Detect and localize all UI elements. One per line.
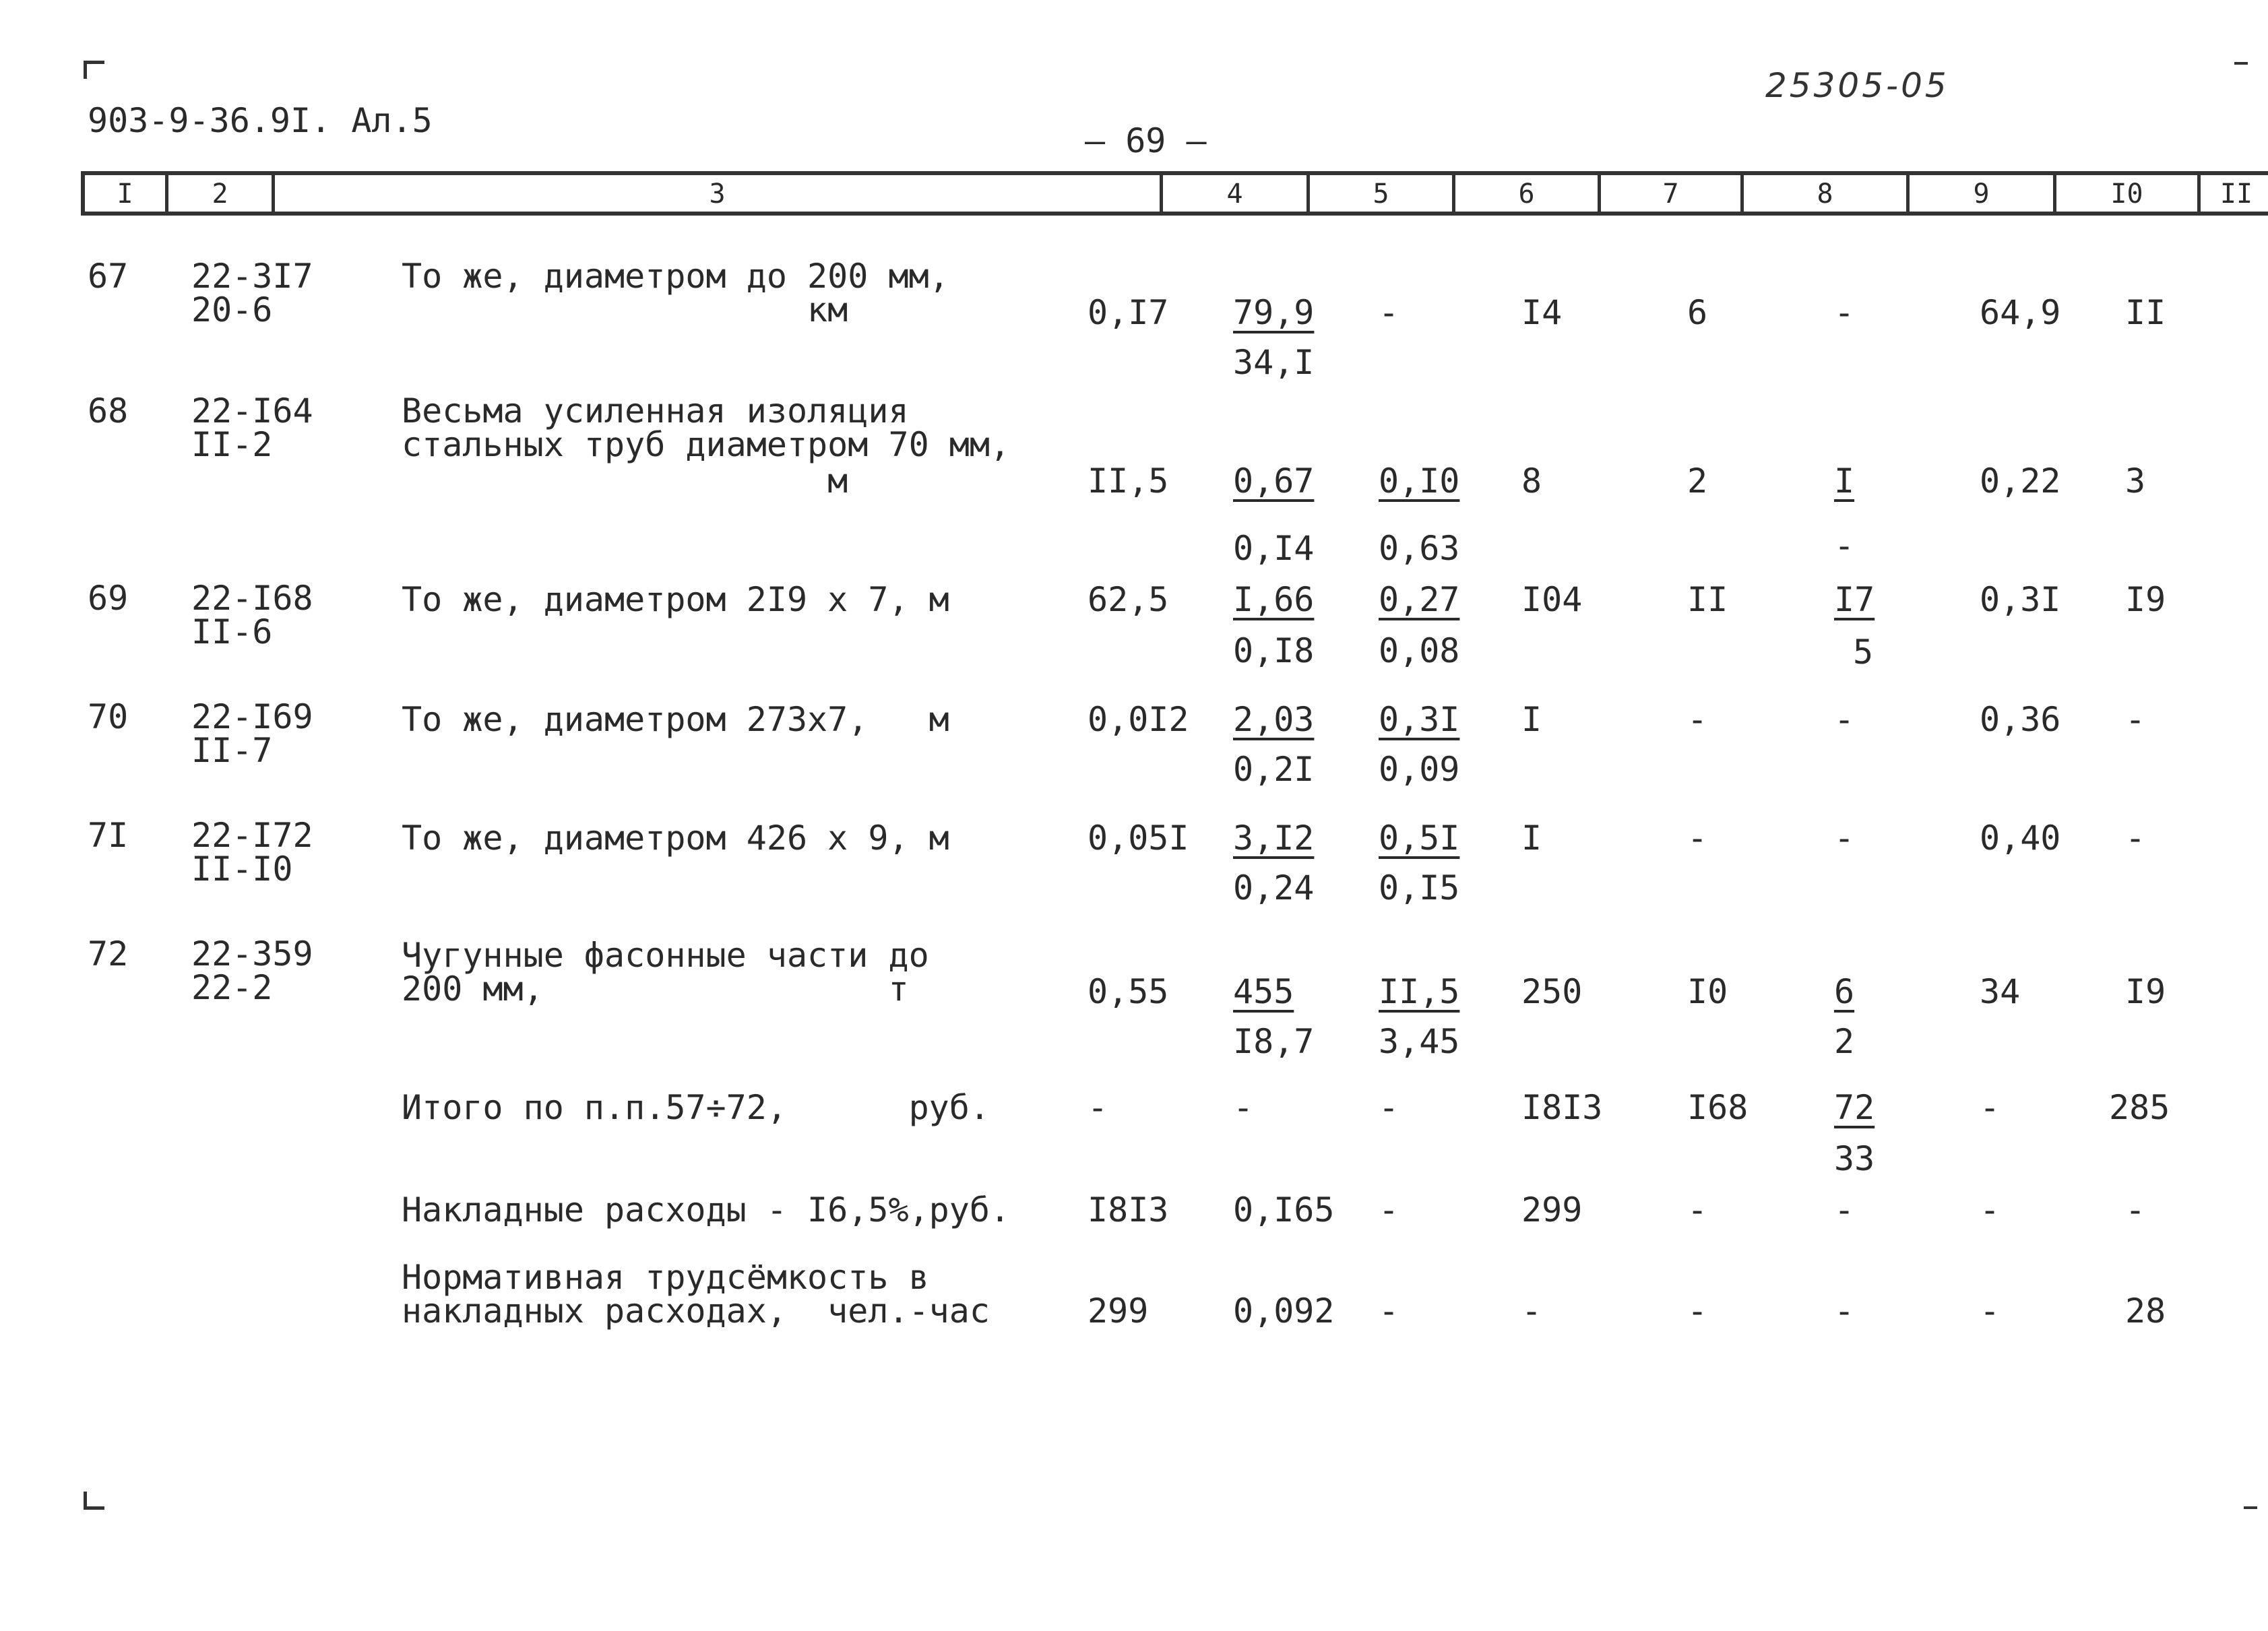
rate-code-line-1: 22-359	[191, 934, 313, 973]
col-8-value: -	[1687, 1291, 1708, 1331]
rate-code-line-2: II-2	[191, 425, 273, 464]
rate-code-line-1: 22-I72	[191, 816, 313, 855]
col-9-numerator: I	[1834, 461, 1855, 501]
description-line-1: Накладные расходы - I6,5%,руб.	[402, 1190, 1011, 1229]
col-8-value: I68	[1687, 1088, 1749, 1127]
col-8-value: II	[1687, 580, 1728, 619]
col-7-value: 250	[1521, 972, 1583, 1011]
description-line-2: 200 мм, т	[402, 969, 909, 1009]
col-9-numerator: -	[1834, 700, 1855, 739]
col-5-denominator: 0,I4	[1233, 529, 1315, 568]
col-10-value: 0,36	[1980, 700, 2061, 739]
document-code: 903-9-36.9I. Ал.5	[88, 101, 433, 140]
col-5-numerator: -	[1233, 1088, 1254, 1127]
col-10-value: -	[1980, 1291, 2001, 1331]
description-line-1: То же, диаметром до 200 мм,	[402, 257, 949, 296]
col-4-value: II,5	[1088, 461, 1169, 501]
col-6-denominator: 0,63	[1379, 529, 1460, 568]
description-line-1: То же, диаметром 2I9 х 7, м	[402, 580, 949, 619]
col-9-denominator: 5	[1853, 633, 1874, 672]
column-header-6: 6	[1455, 175, 1601, 212]
column-header-8: 8	[1744, 175, 1910, 212]
col-6-denominator: 0,09	[1379, 750, 1460, 789]
col-10-value: 0,40	[1980, 819, 2061, 858]
col-7-value: I4	[1521, 293, 1563, 332]
rate-code-line-2: 20-6	[191, 290, 273, 329]
col-5-denominator: 34,I	[1233, 343, 1315, 382]
description-line-2: км	[402, 290, 848, 329]
column-header-3: 3	[275, 175, 1163, 212]
col-8-value: -	[1687, 700, 1708, 739]
rate-code-line-1: 22-I64	[191, 391, 313, 430]
col-4-value: 0,05I	[1088, 819, 1189, 858]
col-5-numerator: 0,67	[1233, 461, 1315, 501]
col-10-value: -	[1980, 1088, 2001, 1127]
col-10-value: 34	[1980, 972, 2021, 1011]
col-11-value: -	[2125, 700, 2146, 739]
page-number: — 69 —	[1085, 121, 1207, 160]
corner-mark-bottom-left	[84, 1492, 104, 1510]
handwritten-code: 25305-05	[1765, 66, 1949, 105]
description-line-3: м	[402, 461, 848, 501]
description-line-1: То же, диаметром 426 х 9, м	[402, 819, 949, 858]
col-10-value: 0,22	[1980, 461, 2061, 501]
col-6-numerator: 0,27	[1379, 580, 1460, 619]
rate-code-line-2: II-I0	[191, 850, 293, 889]
col-11-value: -	[2125, 1190, 2146, 1229]
col-5-numerator: 0,092	[1233, 1291, 1335, 1331]
col-7-value: 8	[1521, 461, 1542, 501]
description-line-1: Чугунные фасонные части до	[402, 936, 929, 975]
col-9-denominator: 2	[1834, 1022, 1855, 1061]
row-number: 72	[88, 934, 129, 973]
description-line-1: Весьма усиленная изоляция	[402, 391, 909, 430]
col-9-denominator: 33	[1834, 1139, 1875, 1178]
description-line-1: То же, диаметром 273х7, м	[402, 700, 949, 739]
col-7-value: I04	[1521, 580, 1583, 619]
col-5-numerator: 455	[1233, 972, 1294, 1011]
col-4-value: I8I3	[1088, 1190, 1169, 1229]
col-5-denominator: 0,24	[1233, 868, 1315, 907]
column-header-1: I	[85, 175, 168, 212]
col-6-numerator: -	[1379, 1088, 1399, 1127]
col-5-numerator: 3,I2	[1233, 819, 1315, 858]
col-4-value: -	[1088, 1088, 1108, 1127]
col-5-numerator: 0,I65	[1233, 1190, 1335, 1229]
description-line-2: стальных труб диаметром 70 мм,	[402, 425, 1011, 464]
col-6-numerator: 0,5I	[1379, 819, 1460, 858]
description-line-2: накладных расходах, чел.-час	[402, 1291, 990, 1331]
col-11-value: 285	[2109, 1088, 2170, 1127]
col-7-value: -	[1521, 1291, 1542, 1331]
col-5-numerator: 2,03	[1233, 700, 1315, 739]
col-5-denominator: I8,7	[1233, 1022, 1315, 1061]
col-7-value: 299	[1521, 1190, 1583, 1229]
col-6-numerator: 0,3I	[1379, 700, 1460, 739]
col-4-value: 62,5	[1088, 580, 1169, 619]
column-header-5: 5	[1310, 175, 1455, 212]
rate-code-line-1: 22-I68	[191, 579, 313, 618]
col-4-value: 299	[1088, 1291, 1149, 1331]
col-5-denominator: 0,2I	[1233, 750, 1315, 789]
col-6-numerator: -	[1379, 1190, 1399, 1229]
col-9-numerator: I7	[1834, 580, 1875, 619]
col-11-value: I9	[2125, 580, 2166, 619]
col-9-numerator: -	[1834, 293, 1855, 332]
col-4-value: 0,0I2	[1088, 700, 1189, 739]
col-7-value: I	[1521, 819, 1542, 858]
col-9-numerator: -	[1834, 819, 1855, 858]
col-9-numerator: 6	[1834, 972, 1855, 1011]
rate-code-line-2: II-7	[191, 731, 273, 770]
description-line-1: Нормативная трудсёмкость в	[402, 1258, 929, 1297]
col-4-value: 0,55	[1088, 972, 1169, 1011]
row-number: 7I	[88, 816, 129, 855]
col-7-value: I8I3	[1521, 1088, 1603, 1127]
col-11-value: II	[2125, 293, 2166, 332]
col-9-denominator: -	[1834, 526, 1855, 565]
col-6-denominator: 0,08	[1379, 631, 1460, 670]
col-10-value: 0,3I	[1980, 580, 2061, 619]
col-9-numerator: -	[1834, 1291, 1855, 1331]
column-header-11: II	[2219, 179, 2253, 210]
corner-tick-bottom-right	[2244, 1506, 2257, 1509]
col-11-value: I9	[2125, 972, 2166, 1011]
col-9-numerator: -	[1834, 1190, 1855, 1229]
row-number: 69	[88, 579, 129, 618]
rate-code-line-1: 22-3I7	[191, 257, 313, 296]
column-header-9: 9	[1910, 175, 2056, 212]
column-header-7: 7	[1601, 175, 1744, 212]
col-9-numerator: 72	[1834, 1088, 1875, 1127]
col-5-numerator: 79,9	[1233, 293, 1315, 332]
col-6-denominator: 3,45	[1379, 1022, 1460, 1061]
col-6-numerator: -	[1379, 1291, 1399, 1331]
description-line-1: Итого по п.п.57÷72, руб.	[402, 1088, 990, 1127]
col-7-value: I	[1521, 700, 1542, 739]
col-8-value: 2	[1687, 461, 1708, 501]
column-header-10: I0	[2056, 175, 2201, 212]
col-11-value: -	[2125, 819, 2146, 858]
rate-code-line-1: 22-I69	[191, 697, 313, 736]
col-10-value: 64,9	[1980, 293, 2061, 332]
column-header-4: 4	[1163, 175, 1310, 212]
column-header-row	[81, 171, 2268, 216]
corner-mark-top-left	[84, 61, 104, 79]
col-10-value: -	[1980, 1190, 2001, 1229]
row-number: 67	[88, 257, 129, 296]
col-4-value: 0,I7	[1088, 293, 1169, 332]
col-5-numerator: I,66	[1233, 580, 1315, 619]
col-6-numerator: 0,I0	[1379, 461, 1460, 501]
col-8-value: -	[1687, 1190, 1708, 1229]
col-6-numerator: -	[1379, 293, 1399, 332]
col-8-value: 6	[1687, 293, 1708, 332]
col-8-value: I0	[1687, 972, 1728, 1011]
col-6-numerator: II,5	[1379, 972, 1460, 1011]
rate-code-line-2: 22-2	[191, 968, 273, 1007]
rate-code-line-2: II-6	[191, 612, 273, 651]
col-11-value: 3	[2125, 461, 2146, 501]
col-8-value: -	[1687, 819, 1708, 858]
row-number: 68	[88, 391, 129, 430]
col-6-denominator: 0,I5	[1379, 868, 1460, 907]
col-5-denominator: 0,I8	[1233, 631, 1315, 670]
corner-tick-top-right	[2234, 62, 2248, 65]
row-number: 70	[88, 697, 129, 736]
column-header-2: 2	[168, 175, 275, 212]
col-11-value: 28	[2125, 1291, 2166, 1331]
